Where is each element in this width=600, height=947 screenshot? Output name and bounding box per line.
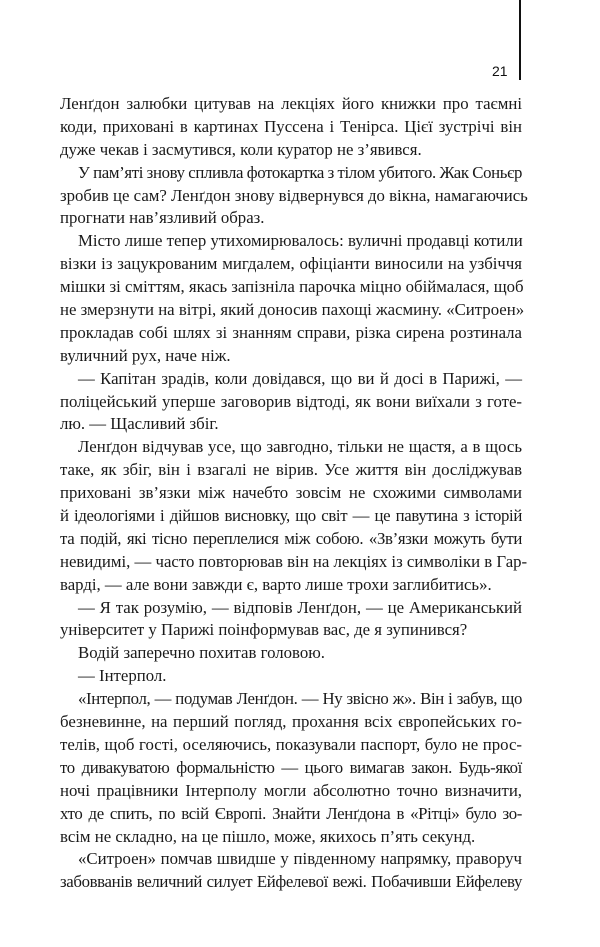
text-line: всім не складно, на це пішло, може, якихось п’ять секунд. — [60, 826, 476, 846]
text-line: ночі працівники Інтерполу могли абсолютно точно визначити, — [60, 780, 522, 800]
text-line: та подій, які тісно переплелися між собою. «Зв’язки можуть бути — [60, 528, 522, 548]
text-line: візки із зацукрованим мигдалем, офіціанти виносили на узбіччя — [60, 254, 522, 274]
text-line: «Ситроен» помчав швидше у південному напрямку, праворуч — [78, 849, 522, 869]
text-line: університет у Парижі поінформував вас, де я зупинився? — [60, 620, 468, 640]
text-line: вуличний рух, наче ніж. — [60, 345, 231, 365]
text-line: поліцейський уперше заговорив відтоді, як вони виїхали з готе- — [60, 391, 522, 411]
text-line: Водій заперечно похитав головою. — [78, 643, 325, 663]
text-line: то дивакуватою формальністю — цього вимагав закон. Будь-якої — [60, 757, 522, 777]
text-line: коди, приховані в картинах Пуссена і Тенірса. Цієї зустрічі він — [60, 116, 522, 136]
text-line: — Я так розумію, — відповів Ленґдон, — це Американський — [78, 597, 522, 617]
text-line: прогнати нав’язливий образ. — [60, 208, 265, 228]
text-line: прокладав собі шлях зі знанням справи, різка сирена розтинала — [60, 322, 522, 342]
text-line: хто де спить, по всій Європі. Знайти Ленґдона в «Рітці» було зо- — [60, 803, 522, 823]
text-line: лю. — Щасливий збіг. — [60, 414, 219, 434]
text-line: варді, — але вони завжди є, варто лише трохи заглибитись». — [60, 574, 492, 594]
page-number: 21 — [492, 63, 508, 79]
text-line: телів, щоб гості, оселяючись, показували паспорт, було не прос- — [60, 734, 522, 754]
text-line: таке, як збіг, він і взагалі не вірив. Усе життя він досліджував — [60, 460, 522, 480]
text-line: забовванів величний силует Ейфелевої вежі. Побачивши Ейфелеву — [60, 872, 522, 892]
text-line: — Інтерпол. — [78, 666, 167, 686]
text-line: мішки зі сміттям, якась запізніла парочка міцно обіймалася, щоб — [60, 277, 524, 297]
text-line: й ідеологіями і дійшов висновку, що світ — це павутина з історій — [60, 506, 522, 526]
page-edge-rule — [519, 0, 521, 80]
text-line: безневинне, на перший погляд, прохання всіх європейських го- — [60, 712, 522, 732]
text-line: невидимі, — часто повторював він на лекціях із символіки в Гар- — [60, 551, 528, 571]
text-line: Місто лише тепер утихомирювалось: вуличні продавці котили — [78, 231, 523, 251]
text-line: Ленґдон залюбки цитував на лекціях його книжки про таємні — [60, 94, 522, 113]
text-line: дуже чекав і засмутився, коли куратор не з’явився. — [60, 139, 422, 159]
text-line: — Капітан зрадів, коли довідався, що ви й досі в Парижі, — — [78, 368, 522, 388]
text-line: зробив це сам? Ленґдон знову відвернувся до вікна, намагаючись — [60, 185, 528, 205]
body-text — [60, 93, 528, 894]
text-line: У пам’яті знову спливла фотокартка з тілом убитого. Жак Соньєр — [78, 162, 522, 182]
text-line: Ленґдон відчував усе, що завгодно, тільки не щастя, а в щось — [78, 437, 522, 457]
text-line: приховані зв’язки між начебто зовсім не схожими символами — [60, 483, 522, 503]
text-line: не змерзнути на вітрі, який доносив пахощі жасмину. «Ситроен» — [60, 300, 525, 320]
text-line: «Інтерпол, — подумав Ленґдон. — Ну звісно ж». Він і забув, що — [78, 689, 522, 709]
